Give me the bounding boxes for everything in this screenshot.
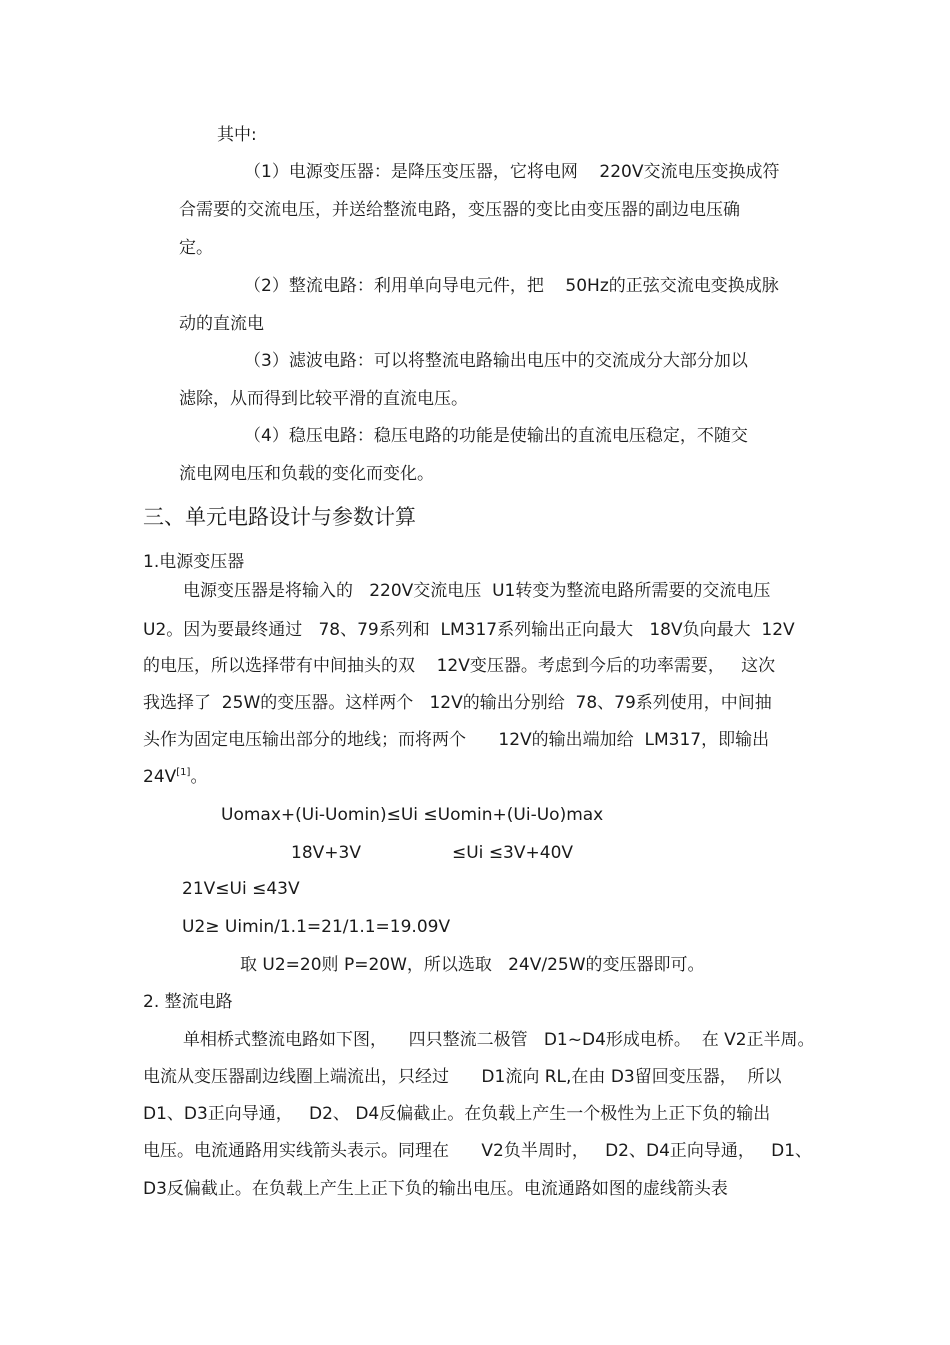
subsection-title-rectifier: 2. 整流电路 xyxy=(143,992,233,1012)
equation-2-right: ≤Ui ≤3V+40V xyxy=(452,843,574,863)
equation-4: U2≥ Uimin/1.1=21/1.1=19.09V xyxy=(182,917,451,937)
item1-line1: （1）电源变压器：是降压变压器，它将电网 220V交流电压变换成符 xyxy=(244,162,780,182)
item4-line2: 流电网电压和负载的变化而变化。 xyxy=(179,464,434,484)
rectifier-para-line1: 单相桥式整流电路如下图， 四只整流二极管 D1~D4形成电桥。 在 V2正半周。 xyxy=(183,1030,815,1050)
item2-line1: （2）整流电路：利用单向导电元件，把 50Hz的正弦交流电变换成脉 xyxy=(244,276,779,296)
item3-line2: 滤除，从而得到比较平滑的直流电压。 xyxy=(179,389,468,409)
equation-2-left: 18V+3V xyxy=(291,843,361,863)
citation-ref: [1] xyxy=(176,767,191,778)
item4-line1: （4）稳压电路：稳压电路的功能是使输出的直流电压稳定，不随交 xyxy=(244,426,748,446)
rectifier-para-line2: 电流从变压器副边线圈上端流出，只经过 D1流向 RL,在由 D3留回变压器， 所以 xyxy=(143,1067,782,1087)
subsection-title-transformer: 1.电源变压器 xyxy=(143,552,245,572)
rectifier-para-line5: D3反偏截止。在负载上产生上正下负的输出电压。电流通路如图的虚线箭头表 xyxy=(143,1179,728,1199)
transformer-para-line4: 我选择了 25W的变压器。这样两个 12V的输出分别给 78、79系列使用，中间抽 xyxy=(143,693,772,713)
equation-3: 21V≤Ui ≤43V xyxy=(182,879,300,899)
section-heading: 三、单元电路设计与参数计算 xyxy=(143,505,416,529)
transformer-para-line2: U2。因为要最终通过 78、79系列和 LM317系列输出正向最大 18V负向最大 12V xyxy=(143,620,795,640)
transformer-para-line1: 电源变压器是将输入的 220V交流电压 U1转变为整流电路所需要的交流电压 xyxy=(183,581,771,601)
transformer-para-line5: 头作为固定电压输出部分的地线；而将两个 12V的输出端加给 LM317，即输出 xyxy=(143,730,770,750)
transformer-para-line3: 的电压，所以选择带有中间抽头的双 12V变压器。考虑到今后的功率需要， 这次 xyxy=(143,656,776,676)
rectifier-para-line3: D1、D3正向导通， D2、 D4反偏截止。在负载上产生一个极性为上正下负的输出 xyxy=(143,1104,771,1124)
rectifier-para-line4: 电压。电流通路用实线箭头表示。同理在 V2负半周时， D2、D4正向导通， D1、 xyxy=(143,1141,813,1161)
sentence-end: 。 xyxy=(190,767,208,787)
equation-1: Uomax+(Ui-Uomin)≤Ui ≤Uomin+(Ui-Uo)max xyxy=(221,805,604,825)
equation-5: 取 U2=20则 P=20W，所以选取 24V/25W的变压器即可。 xyxy=(240,955,705,975)
output-voltage-text: 24V xyxy=(143,767,177,787)
item3-line1: （3）滤波电路：可以将整流电路输出电压中的交流成分大部分加以 xyxy=(244,351,748,371)
intro-label: 其中: xyxy=(217,125,257,145)
item2-line2: 动的直流电 xyxy=(179,314,264,334)
transformer-para-line6 xyxy=(143,766,207,788)
item1-line2: 合需要的交流电压，并送给整流电路，变压器的变比由变压器的副边电压确 xyxy=(179,200,740,220)
item1-line3: 定。 xyxy=(179,238,213,258)
